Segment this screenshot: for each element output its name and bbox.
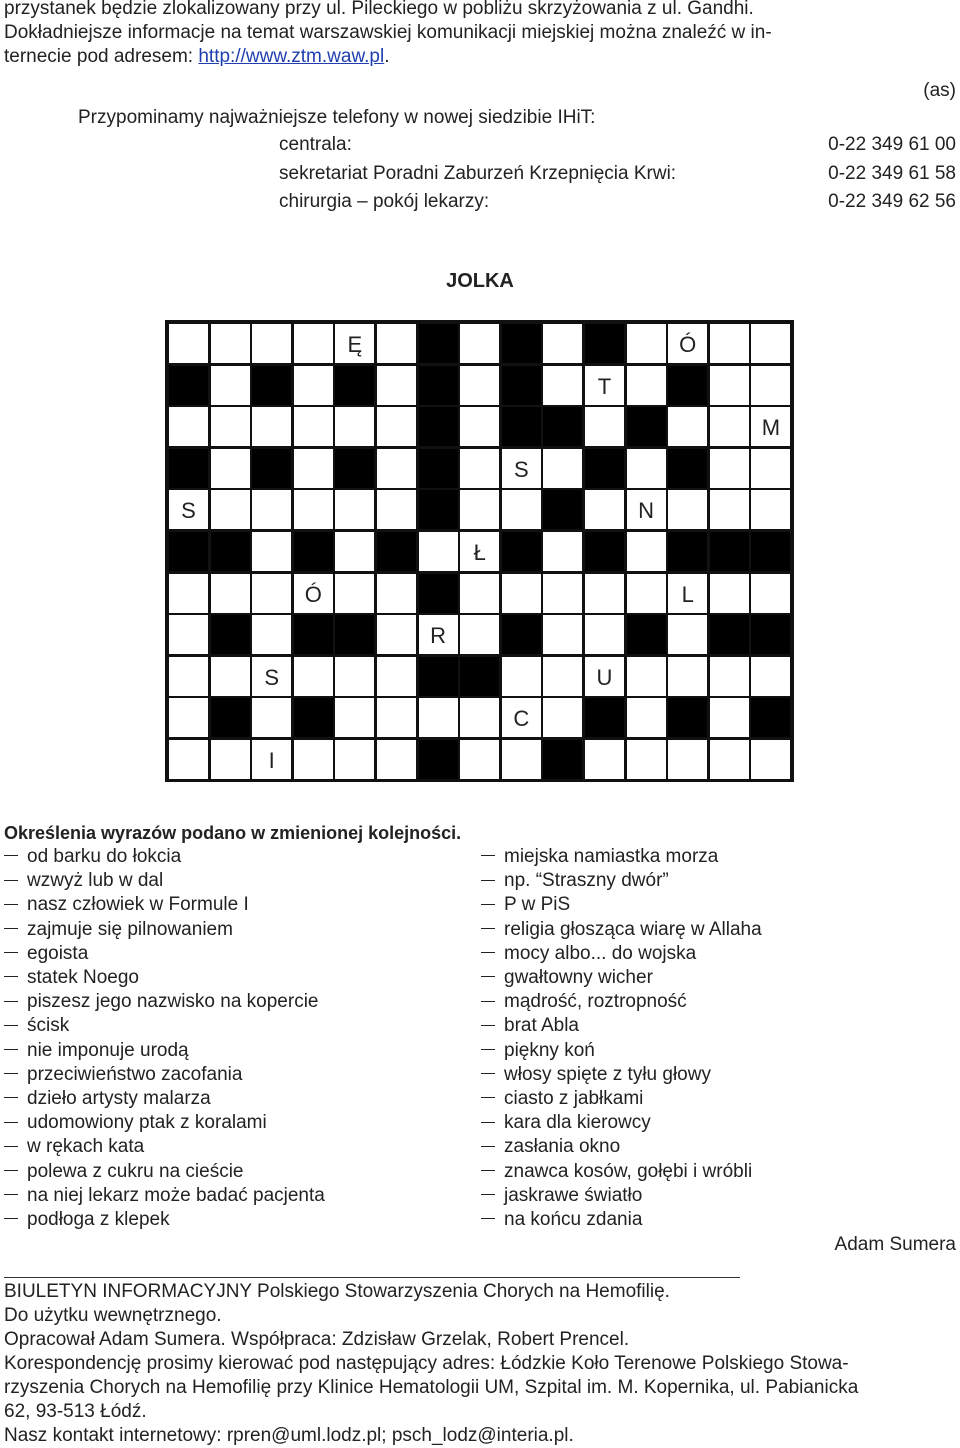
black-cell [210, 614, 251, 655]
letter-cell: Ł [459, 531, 500, 572]
clue-item [481, 894, 570, 916]
black-cell [750, 531, 791, 572]
white-cell [750, 448, 791, 489]
black-cell [709, 614, 750, 655]
clue-text: wzwyż lub w dal [27, 870, 164, 892]
phone-number-1: 0-22 349 61 58 [828, 163, 956, 184]
clue-text: piszesz jego nazwisko na kopercie [27, 991, 319, 1013]
clue-text: mocy albo... do wojska [504, 942, 697, 964]
white-cell [168, 739, 209, 780]
white-cell [542, 531, 583, 572]
white-cell [709, 323, 750, 364]
dash-icon [481, 976, 495, 977]
white-cell [626, 531, 667, 572]
white-cell [251, 573, 292, 614]
white-cell [626, 365, 667, 406]
dash-icon [4, 1001, 18, 1002]
white-cell [542, 614, 583, 655]
white-cell [293, 739, 334, 780]
black-cell [251, 448, 292, 489]
white-cell [334, 489, 375, 530]
white-cell [251, 323, 292, 364]
black-cell [418, 448, 459, 489]
black-cell [418, 365, 459, 406]
white-cell [168, 573, 209, 614]
white-cell [168, 406, 209, 447]
black-cell [293, 614, 334, 655]
clue-text: piękny koń [504, 1039, 595, 1061]
black-cell [750, 614, 791, 655]
white-cell [376, 573, 417, 614]
white-cell [251, 531, 292, 572]
white-cell [667, 489, 708, 530]
clue-item [4, 1161, 244, 1183]
dash-icon [4, 1146, 18, 1147]
letter-cell: R [418, 614, 459, 655]
dash-icon [481, 928, 495, 929]
black-cell [418, 573, 459, 614]
white-cell [376, 489, 417, 530]
phones-heading: Przypominamy najważniejsze telefony w nowej siedzibie IHiT: [78, 107, 596, 128]
black-cell [501, 406, 542, 447]
letter-cell: N [626, 489, 667, 530]
clue-item [4, 1209, 170, 1231]
black-cell [376, 531, 417, 572]
black-cell [334, 365, 375, 406]
ztm-link[interactable]: http://www.ztm.waw.pl [198, 46, 385, 67]
white-cell [750, 323, 791, 364]
black-cell [501, 365, 542, 406]
dash-icon [4, 952, 18, 953]
white-cell [459, 697, 500, 738]
black-cell [334, 614, 375, 655]
black-cell [584, 697, 625, 738]
white-cell [376, 739, 417, 780]
white-cell [667, 406, 708, 447]
white-cell [626, 656, 667, 697]
white-cell [750, 365, 791, 406]
letter-cell: Ó [667, 323, 708, 364]
white-cell [459, 323, 500, 364]
black-cell [293, 531, 334, 572]
white-cell [334, 573, 375, 614]
footer-line-3: Opracował Adam Sumera. Współpraca: Zdzisław Grzelak, Robert Prencel. [4, 1329, 630, 1350]
dash-icon [4, 904, 18, 905]
intro-line-3-end: . [384, 46, 390, 67]
white-cell [709, 739, 750, 780]
white-cell [459, 365, 500, 406]
clue-item [4, 1064, 242, 1086]
black-cell [584, 448, 625, 489]
dash-icon [4, 1194, 18, 1195]
black-cell [293, 697, 334, 738]
clue-text: mądrość, roztropność [504, 991, 687, 1013]
black-cell [542, 489, 583, 530]
crossword-title: JOLKA [446, 270, 514, 292]
white-cell [501, 489, 542, 530]
white-cell [709, 573, 750, 614]
clue-text: przeciwieństwo zacofania [27, 1063, 243, 1085]
white-cell [210, 448, 251, 489]
dash-icon [481, 1146, 495, 1147]
intro-line-3 [4, 46, 389, 68]
white-cell [168, 656, 209, 697]
dash-icon [481, 1049, 495, 1050]
white-cell [542, 365, 583, 406]
white-cell [293, 406, 334, 447]
letter-cell: Ó [293, 573, 334, 614]
dash-icon [481, 1025, 495, 1026]
clue-text: brat Abla [504, 1015, 579, 1037]
white-cell [210, 573, 251, 614]
clue-item [481, 1185, 642, 1207]
white-cell [501, 656, 542, 697]
white-cell [168, 614, 209, 655]
white-cell [418, 531, 459, 572]
clues-heading: Określenia wyrazów podano w zmienionej kolejności. [4, 823, 462, 843]
phone-number-2: 0-22 349 62 56 [828, 191, 956, 212]
dash-icon [481, 1170, 495, 1171]
clue-item [481, 846, 718, 868]
clue-item [4, 1136, 144, 1158]
white-cell [376, 448, 417, 489]
phone-label-0: centrala: [279, 134, 352, 155]
dash-icon [481, 1073, 495, 1074]
clue-text: udomowiony ptak z koralami [27, 1112, 267, 1134]
footer-line-5: rzyszenia Chorych na Hemofilię przy Klinice Hematologii UM, Szpital im. M. Kopernika, ul. Pabianicka [4, 1377, 859, 1398]
clue-item [481, 967, 653, 989]
dash-icon [481, 1194, 495, 1195]
white-cell [709, 697, 750, 738]
clue-item [481, 1015, 579, 1037]
letter-cell: L [667, 573, 708, 614]
white-cell [709, 365, 750, 406]
dash-icon [4, 1170, 18, 1171]
clue-text: np. “Straszny dwór” [504, 870, 669, 892]
black-cell [418, 739, 459, 780]
clue-text: kara dla kierowcy [504, 1112, 651, 1134]
white-cell [626, 739, 667, 780]
white-cell [542, 656, 583, 697]
clue-text: znawca kosów, gołębi i wróbli [504, 1160, 753, 1182]
white-cell [584, 573, 625, 614]
dash-icon [4, 880, 18, 881]
black-cell [667, 448, 708, 489]
clue-text: w rękach kata [27, 1136, 145, 1158]
white-cell [251, 614, 292, 655]
clue-text: religia głosząca wiarę w Allaha [504, 918, 762, 940]
clue-item [4, 967, 139, 989]
white-cell [584, 739, 625, 780]
white-cell [459, 406, 500, 447]
clue-item [4, 1112, 267, 1134]
letter-cell: T [584, 365, 625, 406]
clue-text: P w PiS [504, 894, 571, 916]
white-cell [709, 489, 750, 530]
white-cell [251, 697, 292, 738]
white-cell [459, 614, 500, 655]
black-cell [750, 697, 791, 738]
black-cell [210, 531, 251, 572]
clue-item [4, 1015, 69, 1037]
white-cell [542, 573, 583, 614]
letter-cell: S [251, 656, 292, 697]
black-cell [418, 489, 459, 530]
white-cell [542, 448, 583, 489]
footer-line-6: 62, 93-513 Łódź. [4, 1401, 147, 1422]
white-cell [459, 448, 500, 489]
clue-item [4, 870, 163, 892]
white-cell [667, 614, 708, 655]
signature-as: (as) [923, 80, 956, 101]
black-cell [210, 697, 251, 738]
white-cell [584, 614, 625, 655]
white-cell [210, 323, 251, 364]
black-cell [667, 365, 708, 406]
footer-line-1: BIULETYN INFORMACYJNY Polskiego Stowarzyszenia Chorych na Hemofilię. [4, 1281, 670, 1302]
white-cell [210, 489, 251, 530]
white-cell [168, 697, 209, 738]
black-cell [501, 323, 542, 364]
black-cell [501, 531, 542, 572]
dash-icon [4, 1025, 18, 1026]
footer-line-7: Nasz kontakt internetowy: rpren@uml.lodz.pl; psch_lodz@interia.pl. [4, 1425, 574, 1446]
letter-cell: S [501, 448, 542, 489]
black-cell [418, 323, 459, 364]
clue-item [481, 991, 687, 1013]
white-cell [667, 739, 708, 780]
white-cell [251, 406, 292, 447]
white-cell [584, 489, 625, 530]
clue-text: egoista [27, 942, 89, 964]
clue-text: jaskrawe światło [504, 1184, 643, 1206]
white-cell [251, 489, 292, 530]
intro-line-3-text: ternecie pod adresem: [4, 46, 199, 67]
clue-text: zasłania okno [504, 1136, 621, 1158]
black-cell [626, 614, 667, 655]
dash-icon [481, 1122, 495, 1123]
white-cell [750, 489, 791, 530]
clue-item [4, 846, 181, 868]
white-cell [376, 656, 417, 697]
clue-item [4, 894, 249, 916]
letter-cell: S [168, 489, 209, 530]
clue-item [4, 991, 319, 1013]
white-cell [626, 323, 667, 364]
black-cell [251, 365, 292, 406]
clue-text: dzieło artysty malarza [27, 1088, 211, 1109]
clue-text: nie imponuje urodą [27, 1039, 189, 1061]
white-cell [750, 573, 791, 614]
white-cell [584, 406, 625, 447]
clue-item [481, 1088, 643, 1110]
clue-text: od barku do łokcia [27, 846, 182, 867]
intro-line-2: Dokładniejsze informacje na temat warszawskiej komunikacji miejskiej można znaleźć w in- [4, 22, 772, 43]
white-cell [334, 697, 375, 738]
crossword-grid [165, 320, 794, 782]
black-cell [334, 448, 375, 489]
clue-text: miejska namiastka morza [504, 846, 719, 867]
white-cell [293, 323, 334, 364]
black-cell [584, 531, 625, 572]
black-cell [667, 531, 708, 572]
footer-divider [4, 1277, 740, 1278]
white-cell [626, 697, 667, 738]
white-cell [750, 656, 791, 697]
white-cell [210, 406, 251, 447]
phone-label-2: chirurgia – pokój lekarzy: [279, 191, 490, 212]
dash-icon [481, 1001, 495, 1002]
clue-text: podłoga z klepek [27, 1209, 170, 1230]
clue-item [4, 943, 88, 965]
clue-text: gwałtowny wicher [504, 967, 653, 988]
white-cell [334, 656, 375, 697]
letter-cell: C [501, 697, 542, 738]
clue-item [481, 1209, 642, 1231]
white-cell [376, 406, 417, 447]
white-cell [376, 697, 417, 738]
white-cell [459, 739, 500, 780]
black-cell [709, 531, 750, 572]
white-cell [709, 406, 750, 447]
white-cell [542, 697, 583, 738]
dash-icon [4, 928, 18, 929]
white-cell [501, 573, 542, 614]
white-cell [293, 448, 334, 489]
phone-label-1: sekretariat Poradni Zaburzeń Krzepnięcia Krwi: [279, 163, 677, 184]
clue-text: zajmuje się pilnowaniem [27, 918, 233, 940]
author: Adam Sumera [834, 1234, 956, 1255]
footer-line-4: Korespondencję prosimy kierować pod następujący adres: Łódzkie Koło Terenowe Polskiego Stowa- [4, 1353, 849, 1374]
white-cell [334, 739, 375, 780]
white-cell [626, 448, 667, 489]
clue-item [481, 1064, 711, 1086]
white-cell [626, 573, 667, 614]
clue-text: polewa z cukru na cieście [27, 1160, 244, 1182]
dash-icon [481, 855, 495, 856]
white-cell [210, 656, 251, 697]
white-cell [293, 656, 334, 697]
clue-text: ścisk [27, 1015, 70, 1037]
black-cell [542, 406, 583, 447]
black-cell [168, 531, 209, 572]
white-cell [542, 323, 583, 364]
letter-cell: Ę [334, 323, 375, 364]
clue-item [481, 870, 669, 892]
white-cell [501, 739, 542, 780]
clue-text: nasz człowiek w Formule I [27, 894, 249, 916]
white-cell [168, 323, 209, 364]
clue-item [481, 1136, 620, 1158]
white-cell [334, 531, 375, 572]
white-cell [376, 365, 417, 406]
clue-item [481, 1040, 595, 1062]
dash-icon [481, 1218, 495, 1219]
white-cell [210, 365, 251, 406]
dash-icon [4, 1073, 18, 1074]
white-cell [709, 656, 750, 697]
clue-text: ciasto z jabłkami [504, 1088, 644, 1109]
dash-icon [4, 1097, 18, 1098]
intro-line-1: przystanek będzie zlokalizowany przy ul. Pileckiego w pobliżu skrzyżowania z ul. Gandhi. [4, 0, 754, 19]
letter-cell: I [251, 739, 292, 780]
black-cell [168, 365, 209, 406]
footer-line-2: Do użytku wewnętrznego. [4, 1305, 222, 1326]
clue-text: na końcu zdania [504, 1209, 643, 1230]
dash-icon [481, 880, 495, 881]
clue-item [481, 1161, 752, 1183]
clue-item [4, 1088, 211, 1110]
letter-cell: U [584, 656, 625, 697]
clue-item [4, 1040, 189, 1062]
black-cell [418, 656, 459, 697]
white-cell [709, 448, 750, 489]
black-cell [168, 448, 209, 489]
white-cell [376, 614, 417, 655]
clue-item [481, 919, 762, 941]
white-cell [334, 406, 375, 447]
white-cell [418, 697, 459, 738]
dash-icon [4, 1049, 18, 1050]
white-cell [210, 739, 251, 780]
dash-icon [481, 952, 495, 953]
dash-icon [481, 1097, 495, 1098]
black-cell [459, 656, 500, 697]
clue-item [4, 919, 233, 941]
dash-icon [4, 1122, 18, 1123]
black-cell [501, 614, 542, 655]
dash-icon [4, 855, 18, 856]
white-cell [376, 323, 417, 364]
white-cell [459, 573, 500, 614]
clue-item [481, 1112, 651, 1134]
white-cell [750, 739, 791, 780]
white-cell [293, 489, 334, 530]
dash-icon [481, 904, 495, 905]
phone-number-0: 0-22 349 61 00 [828, 134, 956, 155]
black-cell [584, 323, 625, 364]
letter-cell: M [750, 406, 791, 447]
clue-item [4, 1185, 325, 1207]
dash-icon [4, 1218, 18, 1219]
clue-item [481, 943, 696, 965]
black-cell [667, 697, 708, 738]
clue-text: włosy spięte z tyłu głowy [504, 1063, 711, 1085]
black-cell [418, 406, 459, 447]
dash-icon [4, 976, 18, 977]
white-cell [667, 656, 708, 697]
white-cell [293, 365, 334, 406]
black-cell [626, 406, 667, 447]
white-cell [459, 489, 500, 530]
black-cell [542, 739, 583, 780]
clue-text: statek Noego [27, 967, 139, 988]
clue-text: na niej lekarz może badać pacjenta [27, 1184, 325, 1206]
